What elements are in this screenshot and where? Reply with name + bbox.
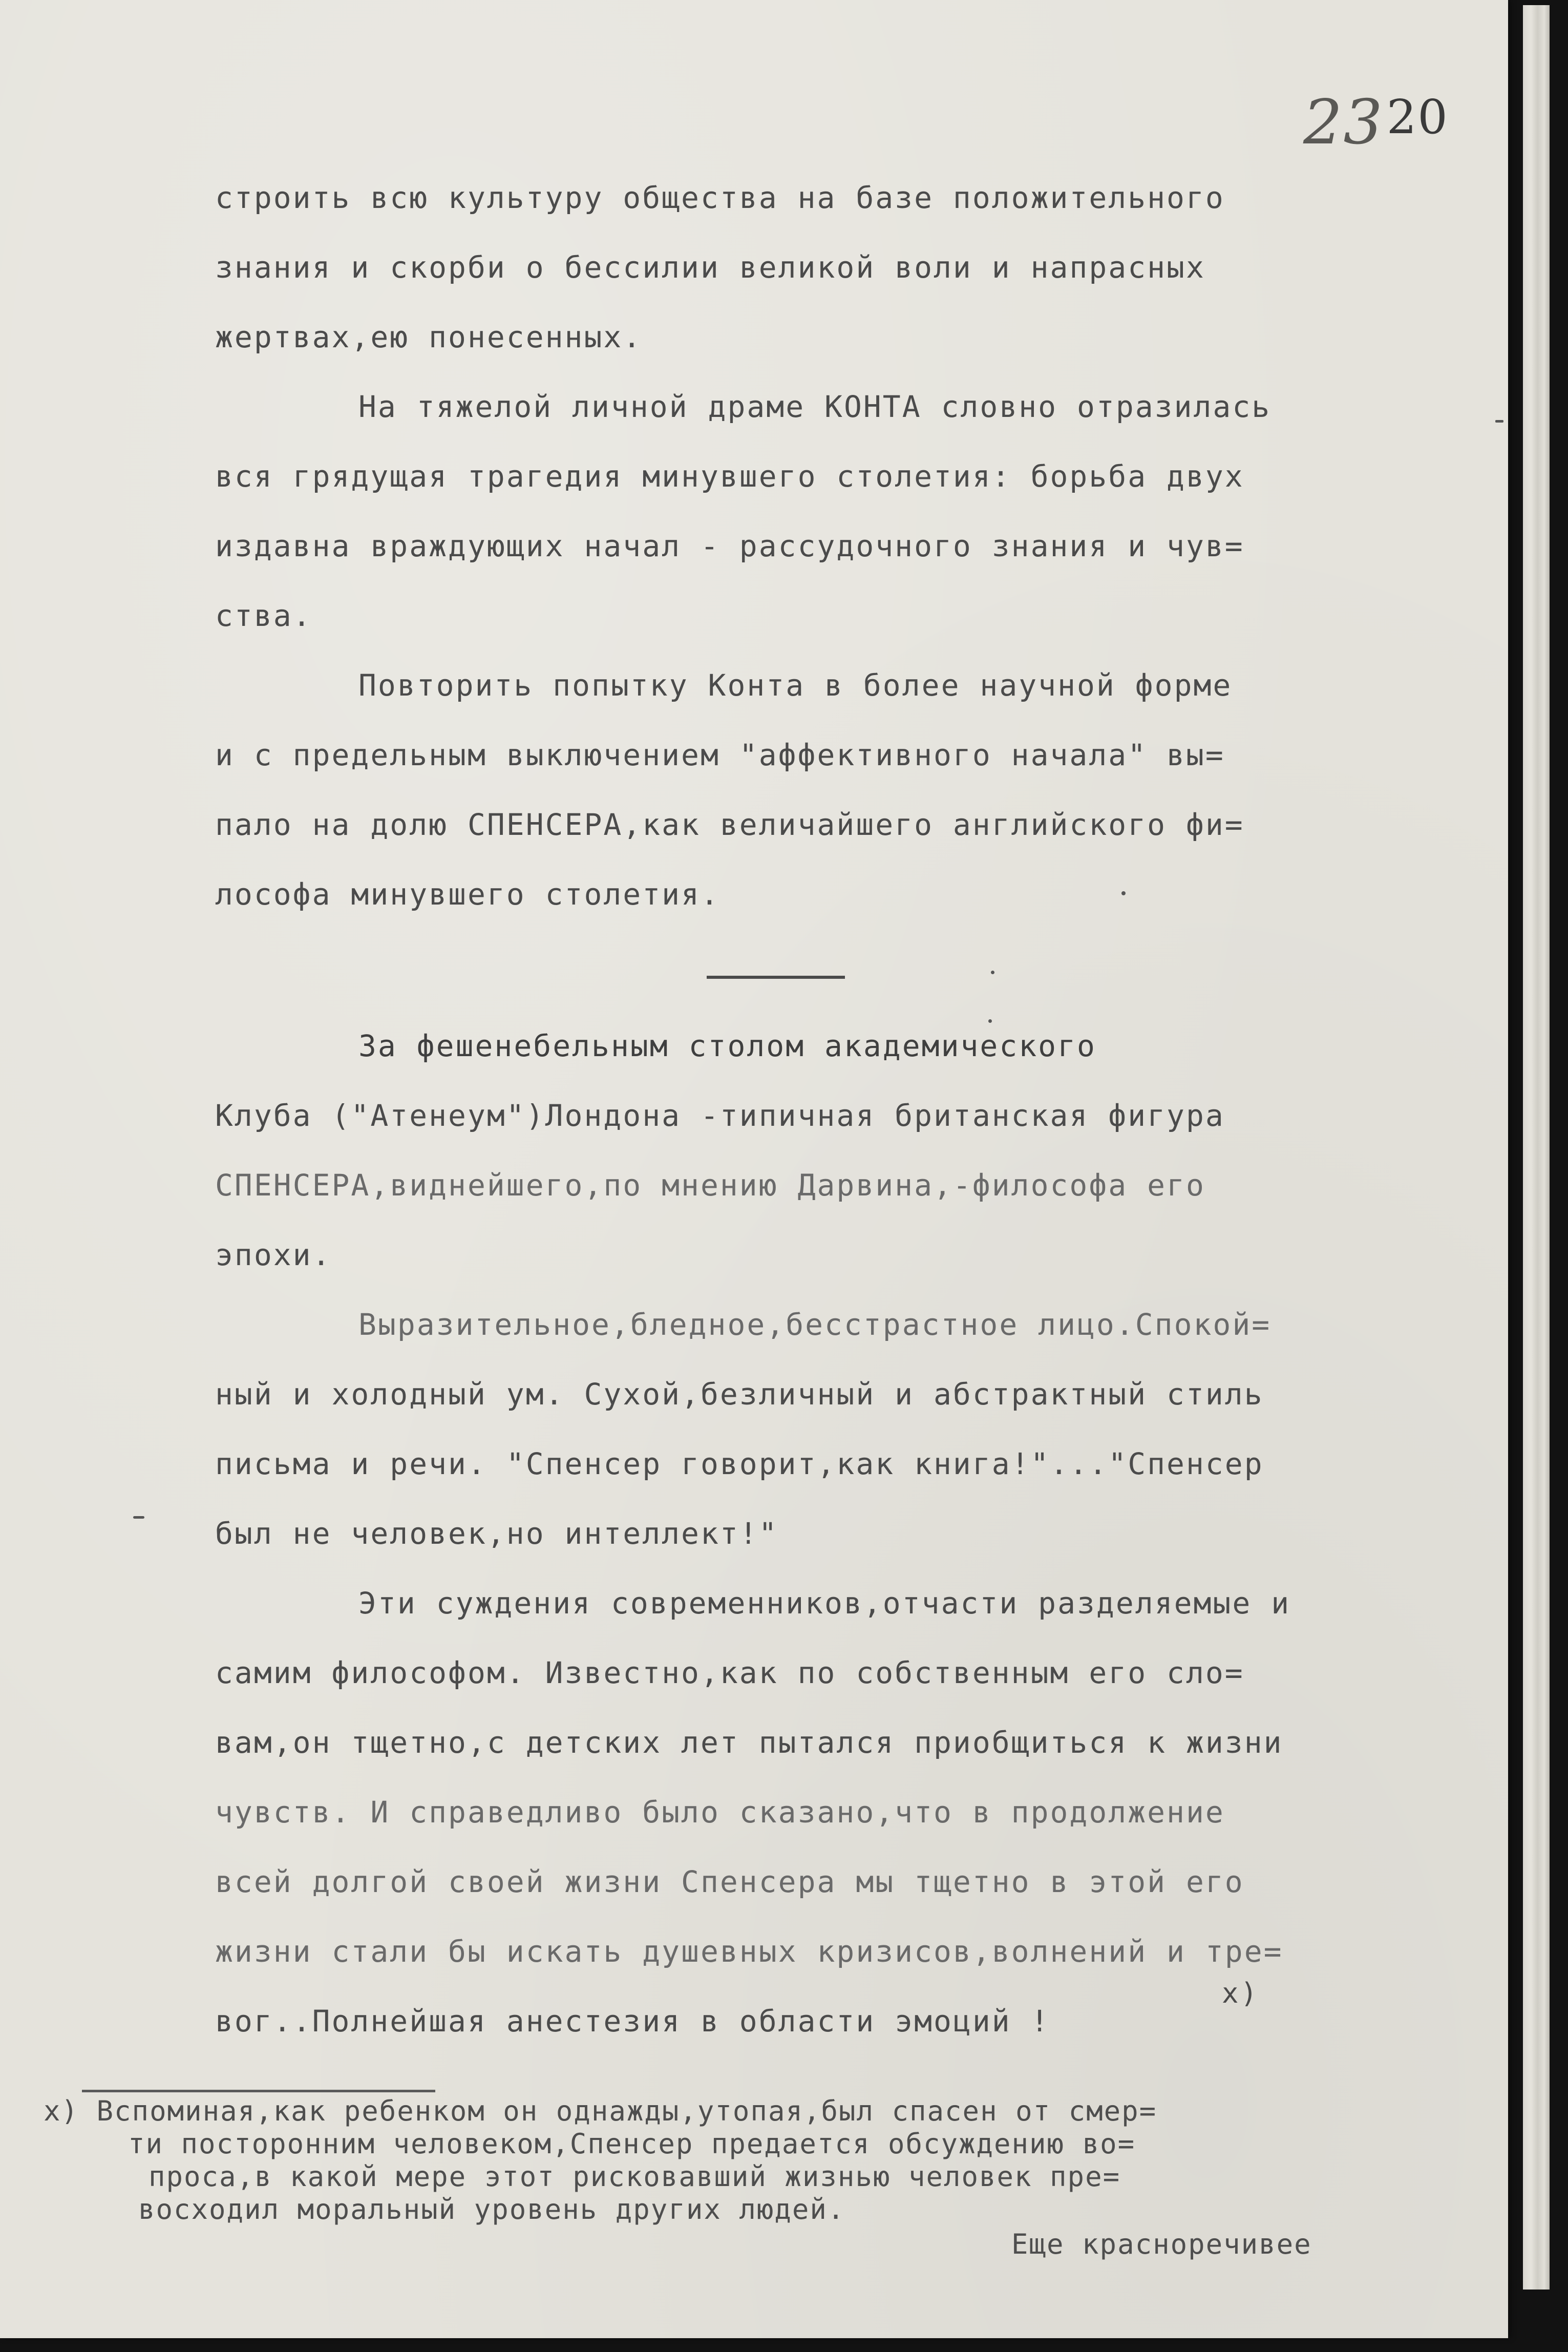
scan-speck	[1495, 420, 1503, 423]
scan-speck	[1121, 891, 1126, 895]
text-line: За фешенебельным столом академического	[358, 1028, 1096, 1063]
text-line: Выразительное,бледное,бесстрастное лицо.Спокой=	[358, 1307, 1272, 1342]
crossed-page-number: 23	[1303, 87, 1384, 158]
text-line: вог..Полнейшая анестезия в области эмоций !	[215, 2004, 1050, 2039]
footnote	[44, 2095, 1477, 2261]
text-line: самим философом. Известно,как по собственным его сло=	[215, 1655, 1244, 1690]
spacer-line	[215, 929, 1465, 999]
text-line: Клуба ("Атенеум")Лондона -типичная британская фигура	[215, 1098, 1225, 1133]
current-page-number: 20	[1386, 90, 1449, 144]
text-line: ный и холодный ум. Сухой,безличный и абстрактный стиль	[215, 1377, 1264, 1412]
text-line: знания и скорби о бессилии великой воли и напрасных	[215, 250, 1205, 285]
scan-speck	[133, 1516, 144, 1519]
page-stack-edge	[1523, 5, 1550, 2290]
footnote-rule	[82, 2090, 435, 2092]
footnote-line: восходил моральный уровень других людей.	[138, 2193, 845, 2225]
text-line: эпохи.	[215, 1237, 332, 1272]
typewritten-body	[215, 163, 1465, 2056]
footnote-line: x) Вспоминая,как ребенком он однажды,утопая,был спасен от смер=	[44, 2095, 1157, 2127]
text-line: издавна враждующих начал - рассудочного знания и чув=	[215, 529, 1244, 563]
text-line: всей долгой своей жизни Спенсера мы тщетно в этой его	[215, 1864, 1244, 1899]
section-separator	[707, 976, 845, 979]
footnote-line: Еще красноречивее	[1011, 2228, 1312, 2260]
footnote-reference: x)	[1222, 1977, 1260, 2009]
footnote-line: проса,в какой мере этот рисковавший жизнью человек пре=	[149, 2160, 1121, 2193]
text-line: пало на долю СПЕНСЕРА,как величайшего английского фи=	[215, 807, 1244, 842]
text-line: Эти суждения современников,отчасти разделяемые и	[358, 1586, 1291, 1621]
text-line: На тяжелой личной драме КОНТА словно отразилась	[358, 389, 1272, 424]
text-line: СПЕНСЕРА,виднейшего,по мнению Дарвина,-философа его	[215, 1168, 1205, 1203]
text-line: и с предельным выключением "аффективного начала" вы=	[215, 738, 1225, 772]
scan-speck	[988, 1019, 992, 1023]
text-line: вам,он тщетно,с детских лет пытался приобщиться к жизни	[215, 1725, 1283, 1760]
text-line: Повторить попытку Конта в более научной форме	[358, 668, 1233, 703]
text-line: был не человек,но интеллект!"	[215, 1516, 778, 1551]
text-line: чувств. И справедливо было сказано,что в продолжение	[215, 1795, 1225, 1830]
footnote-line: ти посторонним человеком,Спенсер предается обсуждению во=	[128, 2128, 1136, 2160]
text-line: жертвах,ею понесенных.	[215, 320, 643, 354]
text-line: строить всю культуру общества на базе положительного	[215, 180, 1225, 215]
scan-speck	[991, 971, 994, 974]
text-line: лософа минувшего столетия.	[215, 877, 720, 912]
text-line: жизни стали бы искать душевных кризисов,волнений и тре=	[215, 1934, 1283, 1969]
text-line: вся грядущая трагедия минувшего столетия: борьба двух	[215, 459, 1244, 494]
page-number	[1303, 77, 1449, 158]
text-line: письма и речи. "Спенсер говорит,как книга!"..."Спенсер	[215, 1446, 1264, 1481]
text-line: ства.	[215, 598, 312, 633]
